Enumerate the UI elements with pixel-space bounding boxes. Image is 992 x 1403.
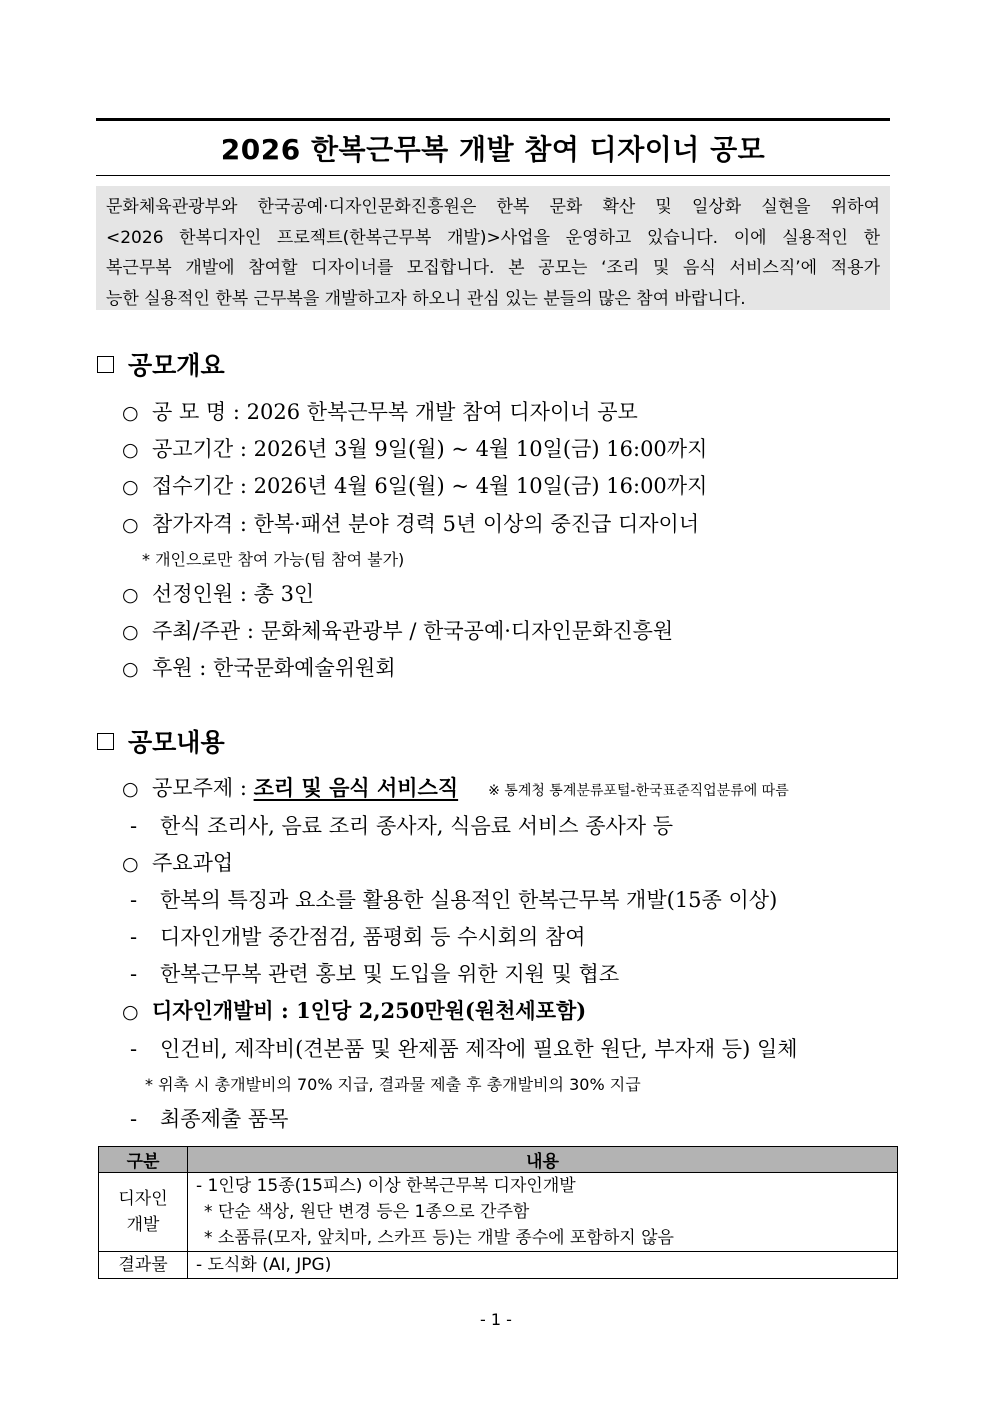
intro-line: 문화체육관광부와 한국공예·디자인문화진흥원은 한복 문화 확산 및 일상화 실현을 위하여 (106, 197, 880, 217)
circle-bullet-icon: ○ (122, 514, 139, 536)
section-heading-overview (97, 346, 225, 382)
checkbox-square-icon (97, 356, 114, 373)
section-title: 공모내용 (128, 728, 225, 757)
fee-detail-row: - 인건비, 제작비(견본품 및 완제품 제작에 필요한 원단, 부자재 등) 일체 (130, 1037, 798, 1061)
theme-value: 조리 및 음식 서비스직 (253, 775, 459, 800)
table-content-line: - 1인당 15종(15피스) 이상 한복근무복 디자인개발 (196, 1176, 576, 1196)
task-item: - 디자인개발 중간점검, 품평회 등 수시회의 참여 (130, 925, 586, 949)
overview-item-announce-period: ○ 공고기간 : 2026년 3월 9일(월) ~ 4월 10일(금) 16:00까지 (122, 437, 708, 461)
final-items-table (98, 1146, 898, 1279)
table-row (99, 1173, 898, 1252)
circle-bullet-icon: ○ (122, 402, 139, 424)
dash-bullet-icon: - (130, 925, 138, 949)
overview-item-submit-period: ○ 접수기간 : 2026년 4월 6일(월) ~ 4월 10일(금) 16:00까지 (122, 474, 708, 498)
table-content-line: * 단순 색상, 원단 변경 등은 1종으로 간주함 (204, 1202, 530, 1222)
checkbox-square-icon (97, 733, 114, 750)
dash-bullet-icon: - (130, 962, 138, 986)
circle-bullet-icon: ○ (122, 658, 139, 680)
table-header-row (99, 1147, 898, 1173)
dash-bullet-icon: - (130, 1037, 138, 1061)
circle-bullet-icon: ○ (122, 1001, 139, 1023)
overview-item-host: ○ 주최/주관 : 문화체육관광부 / 한국공예·디자인문화진흥원 (122, 619, 674, 643)
qualification-note: * 개인으로만 참여 가능(팀 참여 불가) (142, 550, 405, 569)
overview-item-name: ○ 공 모 명 : 2026 한복근무복 개발 참여 디자이너 공모 (122, 400, 638, 424)
dash-bullet-icon: - (130, 1107, 138, 1131)
circle-bullet-icon: ○ (122, 476, 139, 498)
circle-bullet-icon: ○ (122, 778, 139, 800)
theme-note: ※ 통계청 통계분류포털-한국표준직업분류에 따름 (488, 783, 789, 799)
theme-detail-row: - 한식 조리사, 음료 조리 종사자, 식음료 서비스 종사자 등 (130, 814, 674, 838)
table-cell-category: 디자인 개발 (99, 1173, 188, 1252)
section-title: 공모개요 (128, 351, 225, 380)
table-cell-content (188, 1173, 898, 1252)
table-cell-content (188, 1252, 898, 1279)
design-fee-row: ○ 디자인개발비 : 1인당 2,250만원(원천세포함) (122, 998, 587, 1023)
intro-box (96, 186, 890, 310)
fee-note: * 위촉 시 총개발비의 70% 지급, 결과물 제출 후 총개발비의 30% 지급 (145, 1075, 641, 1094)
content-theme-row: ○ 공모주제 : 조리 및 음식 서비스직 ※ 통계청 통계분류포털-한국표준직업분류에 따름 (122, 775, 789, 800)
intro-line: <2026 한복디자인 프로젝트(한복근무복 개발)>사업을 운영하고 있습니다. 이에 실용적인 한 (106, 227, 880, 248)
intro-line: 능한 실용적인 한복 근무복을 개발하고자 하오니 관심 있는 분들의 많은 참여 바랍니다. (106, 288, 746, 309)
page-title: 2026 한복근무복 개발 참여 디자이너 공모 (220, 133, 766, 166)
task-item: - 한복의 특징과 요소를 활용한 실용적인 한복근무복 개발(15종 이상) (130, 888, 778, 912)
page-number: - 1 - (480, 1310, 512, 1329)
title-box (96, 118, 890, 176)
table-content-line: - 도식화 (AI, JPG) (196, 1255, 332, 1275)
table-header-content: 내용 (188, 1147, 898, 1173)
intro-line: 복근무복 개발에 참여할 디자이너를 모집합니다. 본 공모는 ‘조리 및 음식 서비스직’에 적용가 (106, 258, 880, 278)
circle-bullet-icon: ○ (122, 853, 139, 875)
circle-bullet-icon: ○ (122, 439, 139, 461)
table-header-category: 구분 (99, 1147, 188, 1173)
table-content-line: * 소품류(모자, 앞치마, 스카프 등)는 개발 종수에 포함하지 않음 (204, 1228, 674, 1248)
final-items-row: - 최종제출 품목 (130, 1107, 289, 1131)
circle-bullet-icon: ○ (122, 584, 139, 606)
dash-bullet-icon: - (130, 814, 138, 838)
dash-bullet-icon: - (130, 888, 138, 912)
table-cell-category: 결과물 (99, 1252, 188, 1279)
tasks-label-row: ○ 주요과업 (122, 851, 234, 875)
table-row (99, 1252, 898, 1279)
overview-item-qualification: ○ 참가자격 : 한복·패션 분야 경력 5년 이상의 중진급 디자이너 (122, 512, 700, 536)
overview-item-sponsor: ○ 후원 : 한국문화예술위원회 (122, 656, 396, 680)
section-heading-content (97, 723, 225, 759)
overview-item-selection: ○ 선정인원 : 총 3인 (122, 582, 315, 606)
task-item: - 한복근무복 관련 홍보 및 도입을 위한 지원 및 협조 (130, 962, 620, 986)
circle-bullet-icon: ○ (122, 621, 139, 643)
